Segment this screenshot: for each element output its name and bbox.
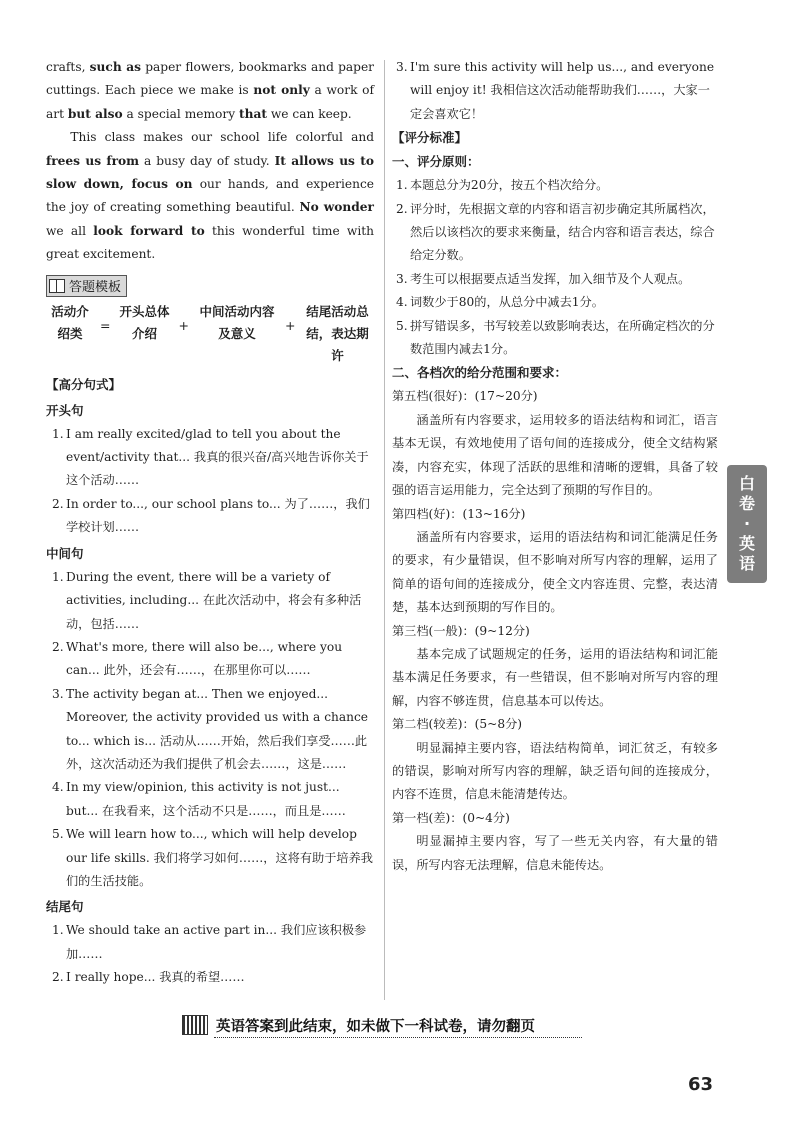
list-item: 2. I really hope... 我真的希望…… [52, 970, 245, 985]
side-tab-char-4: 语 [738, 554, 755, 573]
barcode-icon [182, 1015, 208, 1035]
end-note-text: 英语答案到此结束，如未做下一科试卷，请勿翻页 [216, 1018, 535, 1035]
closing-sentences-title: 结尾句 [46, 899, 84, 915]
side-tab-char-3: 英 [738, 534, 755, 553]
levels-list [392, 385, 718, 877]
formula-plus-1: + [178, 317, 189, 333]
right-column [392, 56, 718, 877]
principles-list [392, 174, 718, 361]
grade-description: 基本完成了试题规定的任务，运用的语法结构和词汇能基本满足任务要求，有一些错误，但不影响对所写内容的理解，内容不够连贯，信息基本可以传达。 [392, 646, 718, 708]
grade-description: 明显漏掉主要内容，写了一些无关内容，有大量的错误，所写内容无法理解，信息未能传达。 [392, 834, 718, 872]
list-item: 2. 评分时，先根据文章的内容和语言初步确定其所属档次，然后以该档次的要求来衡量，结合内容和语言表达，综合给定分数。 [396, 201, 715, 263]
grade-label: 第二档(较差)：(5~8分) [392, 717, 523, 732]
list-item: 3. The activity began at... Then we enjoyed... Moreover, the activity provided us with a chance to... which is... 活动从……开始，然后我们享受……此外，这次活动还为我们提供了机会去……，这是…… [52, 686, 369, 771]
page-number: 63 [688, 1074, 714, 1095]
closing-list [46, 919, 374, 989]
template-tag-label: 答题模板 [69, 280, 122, 296]
list-item: 2. In order to..., our school plans to... 为了……，我们学校计划…… [52, 496, 370, 535]
side-tab-char-2: 卷 [738, 494, 755, 513]
essay-paragraph-1: crafts, such as paper flowers, bookmarks and paper cuttings. Each piece we make is not only a work of art but also a special memory that we can keep. [46, 60, 375, 121]
column-divider [384, 60, 385, 1000]
template-tag [46, 275, 127, 297]
formula-activity-type: 活动介绍类 [51, 303, 89, 341]
levels-title: 二、各档次的给分范围和要求： [392, 365, 568, 381]
list-item: 3. 考生可以根据要点适当发挥，加入细节及个人观点。 [396, 271, 691, 286]
left-column [46, 56, 374, 990]
list-item: 4. In my view/opinion, this activity is not just... but... 在我看来，这个活动不只是……，而且是…… [52, 780, 346, 818]
grade-description: 涵盖所有内容要求，运用的语法结构和词汇能满足任务的要求，有少量错误，但不影响对所写内容的理解，运用了简单的语句间的连接成分，使全文内容连贯、完整，表达清楚，基本达到预期的写作目的。 [392, 529, 718, 615]
list-item: 1. During the event, there will be a variety of activities, including... 在此次活动中，将会有多种活动，包括…… [52, 569, 362, 631]
criteria-title: 【评分标准】 [392, 130, 468, 146]
formula-opening: 开头总体介绍 [119, 303, 170, 341]
formula-middle: 中间活动内容及意义 [199, 303, 275, 341]
list-item: 5. We will learn how to..., which will help develop our life skills. 我们将学习如何……，这将有助于培养我们的生活技能。 [52, 827, 373, 888]
template-formula [46, 301, 374, 367]
principles-title: 一、评分原则： [392, 154, 480, 170]
grade-label: 第一档(差)：(0~4分) [392, 810, 510, 825]
list-item: 1. 本题总分为20分，按五个档次给分。 [396, 178, 609, 193]
end-note [182, 1012, 582, 1038]
formula-plus-2: + [284, 317, 296, 333]
list-item: 4. 词数少于80的，从总分中减去1分。 [396, 295, 604, 310]
side-tab-separator: · [743, 514, 751, 533]
end-note-underline [214, 1037, 582, 1038]
side-tab-char-1: 白 [738, 474, 755, 493]
essay-paragraph-2: This class makes our school life colorful and frees us from a busy day of study. It allows us to slow down, focus on our hands, and experience the joy of creating something beautiful. No wonder we all look forward to this wonderful time with great excitement. [46, 130, 375, 262]
list-item: 2. What's more, there will also be..., where you can... 此外，还会有……，在那里你可以…… [52, 639, 343, 678]
grade-label: 第三档(一般)：(9~12分) [392, 623, 530, 638]
high-score-title: 【高分句式】 [46, 376, 122, 392]
list-item: 5. 拼写错误多，书写较差以致影响表达，在所确定档次的分数范围内减去1分。 [396, 318, 715, 357]
formula-ending: 结尾活动总结，表达期许 [306, 303, 369, 363]
book-icon [49, 279, 65, 293]
grade-label: 第四档(好)：(13~16分) [392, 506, 526, 521]
subject-side-tab [727, 465, 767, 583]
middle-sentences-title: 中间句 [46, 545, 84, 561]
grade-label: 第五档(很好)：(17~20分) [392, 389, 538, 404]
closing-item-3: 3. I'm sure this activity will help us..., and everyone will enjoy it! 我相信这次活动能帮助我们……，大家一定会喜欢它！ [396, 60, 715, 121]
list-item: 1. We should take an active part in... 我们应该积极参加…… [52, 923, 367, 961]
grade-description: 涵盖所有内容要求，运用较多的语法结构和词汇，语言基本无误，有效地使用了语句间的连接成分，使全文结构紧凑，内容充实，体现了活跃的思维和清晰的逻辑，具备了较强的语言运用能力，完全达到了预期的写作目的。 [392, 412, 718, 498]
middle-list [46, 566, 374, 894]
grade-description: 明显漏掉主要内容，语法结构简单，词汇贫乏，有较多的错误，影响对所写内容的理解，缺乏语句间的连接成分，内容不连贯，信息未能清楚传达。 [392, 740, 718, 802]
opening-sentences-title: 开头句 [46, 402, 84, 418]
formula-equals: = [100, 317, 111, 333]
list-item: 1. I am really excited/glad to tell you about the event/activity that... 我真的很兴奋/高兴地告诉你关于这个活动…… [52, 426, 369, 488]
opening-list [46, 423, 374, 540]
